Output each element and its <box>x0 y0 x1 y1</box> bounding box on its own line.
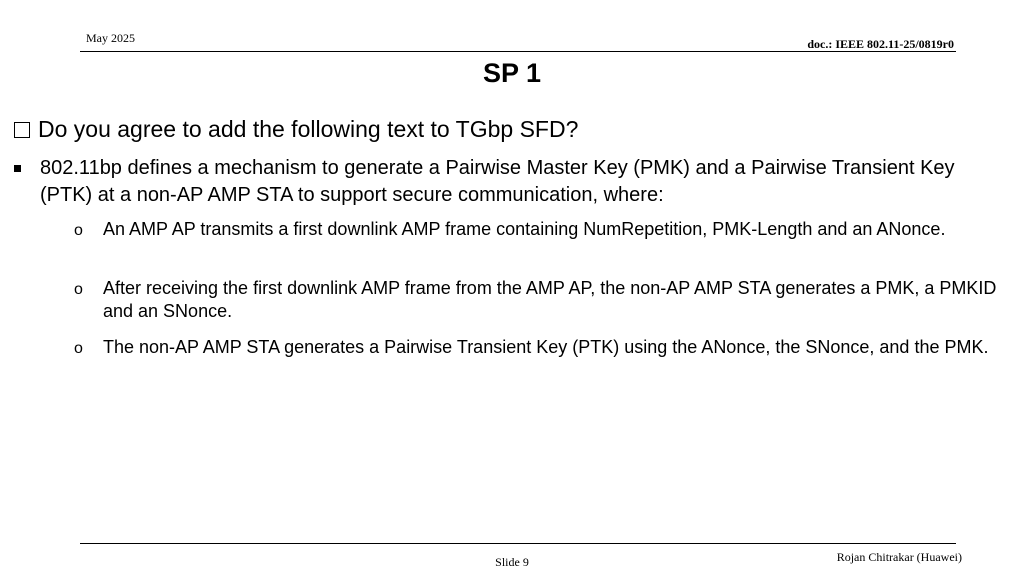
statement-text: 802.11bp defines a mechanism to generate a Pairwise Master Key (PMK) and a Pairwise Transient Key (PTK) at a non-AP AMP STA to support secure communication, where: <box>40 157 955 206</box>
checkbox-bullet-icon <box>14 122 30 138</box>
circle-bullet-icon: o <box>74 281 83 298</box>
question-text: Do you agree to add the following text to TGbp SFD? <box>38 116 579 142</box>
circle-bullet-icon: o <box>74 340 83 357</box>
sub-item-text: The non-AP AMP STA generates a Pairwise Transient Key (PTK) using the ANonce, the SNonce, and the PMK. <box>103 337 989 357</box>
footer-divider <box>80 543 956 544</box>
sub-item-2 <box>74 277 1004 323</box>
question <box>14 114 994 144</box>
header-divider <box>80 51 956 52</box>
sub-item-text: An AMP AP transmits a first downlink AMP frame containing NumRepetition, PMK-Length and an ANonce. <box>103 219 946 239</box>
square-bullet-icon <box>14 165 21 172</box>
slide-title: SP 1 <box>482 58 542 88</box>
footer-author: Rojan Chitrakar (Huawei) <box>836 550 962 564</box>
header-date: May 2025 <box>86 31 135 45</box>
circle-bullet-icon: o <box>74 222 83 239</box>
slide-number: Slide 9 <box>495 555 529 569</box>
sub-item-text: After receiving the first downlink AMP frame from the AMP AP, the non-AP AMP STA generates a PMK, a PMKID and an SNonce. <box>103 278 997 321</box>
sub-item-3 <box>74 336 1004 359</box>
statement <box>14 155 1000 209</box>
sub-item-1 <box>74 218 1004 241</box>
header-doc-id: doc.: IEEE 802.11-25/0819r0 <box>807 37 954 51</box>
